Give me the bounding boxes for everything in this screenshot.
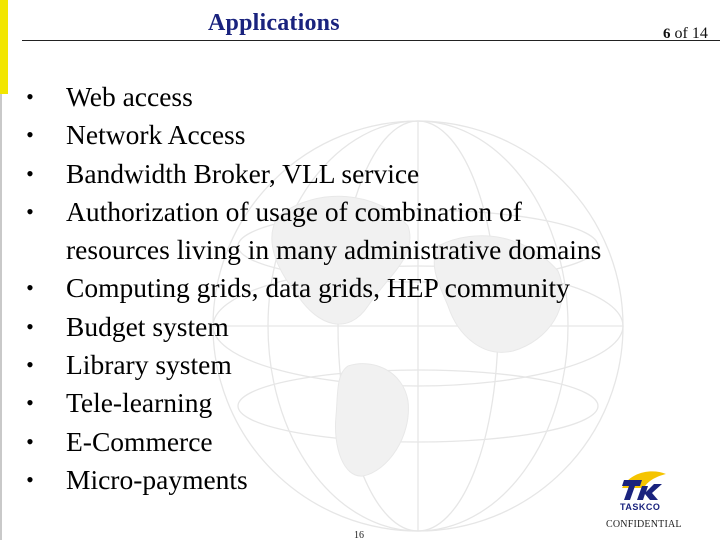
bullet-marker: • (26, 160, 34, 186)
bullet-text: Tele-learning (66, 387, 213, 419)
bullet-text: Web access (66, 81, 193, 112)
page-counter (663, 25, 708, 43)
bullet-item (20, 78, 710, 116)
bullet-item (20, 193, 710, 231)
bullet-item (20, 308, 710, 346)
confidential-label: CONFIDENTIAL (606, 519, 682, 530)
bullet-marker: • (26, 84, 34, 109)
bullet-text: Library system (66, 349, 232, 381)
logo-text: TASKCO (620, 502, 661, 512)
bullet-text: resources living in many administrative domains (66, 234, 602, 266)
bullet-text: Authorization of usage of combination of (66, 195, 522, 227)
bullet-continuation (20, 231, 710, 269)
bullet-item (20, 384, 710, 422)
bullet-text: Micro-payments (66, 463, 248, 495)
bullet-text: Bandwidth Broker, VLL service (66, 157, 420, 189)
bullet-marker: • (26, 198, 34, 224)
bullet-item (20, 116, 710, 154)
bullet-item (20, 461, 710, 499)
bullet-text: E-Commerce (66, 425, 213, 457)
bullet-marker: • (26, 390, 34, 416)
slide-title: Applications (208, 10, 340, 36)
bullet-item (20, 269, 710, 307)
bullet-text: Network Access (66, 119, 246, 151)
bullet-marker: • (26, 428, 34, 454)
bullet-item (20, 423, 710, 461)
bullet-item (20, 155, 710, 193)
bullet-item (20, 346, 710, 384)
accent-bar (0, 0, 8, 94)
bullet-marker: • (26, 275, 34, 301)
page-separator: of (670, 25, 692, 42)
page-total: 14 (691, 25, 708, 42)
bullet-marker: • (26, 352, 34, 378)
bullet-marker: • (26, 313, 34, 339)
title-divider (22, 40, 720, 41)
slide-number: 16 (354, 530, 364, 540)
bullet-marker: • (26, 466, 34, 492)
accent-line (0, 94, 2, 540)
page-current: 6 (663, 26, 671, 42)
bullet-text: Computing grids, data grids, HEP community (66, 272, 570, 304)
bullet-list (20, 78, 710, 499)
bullet-marker: • (26, 122, 34, 148)
bullet-text: Budget system (66, 310, 229, 342)
